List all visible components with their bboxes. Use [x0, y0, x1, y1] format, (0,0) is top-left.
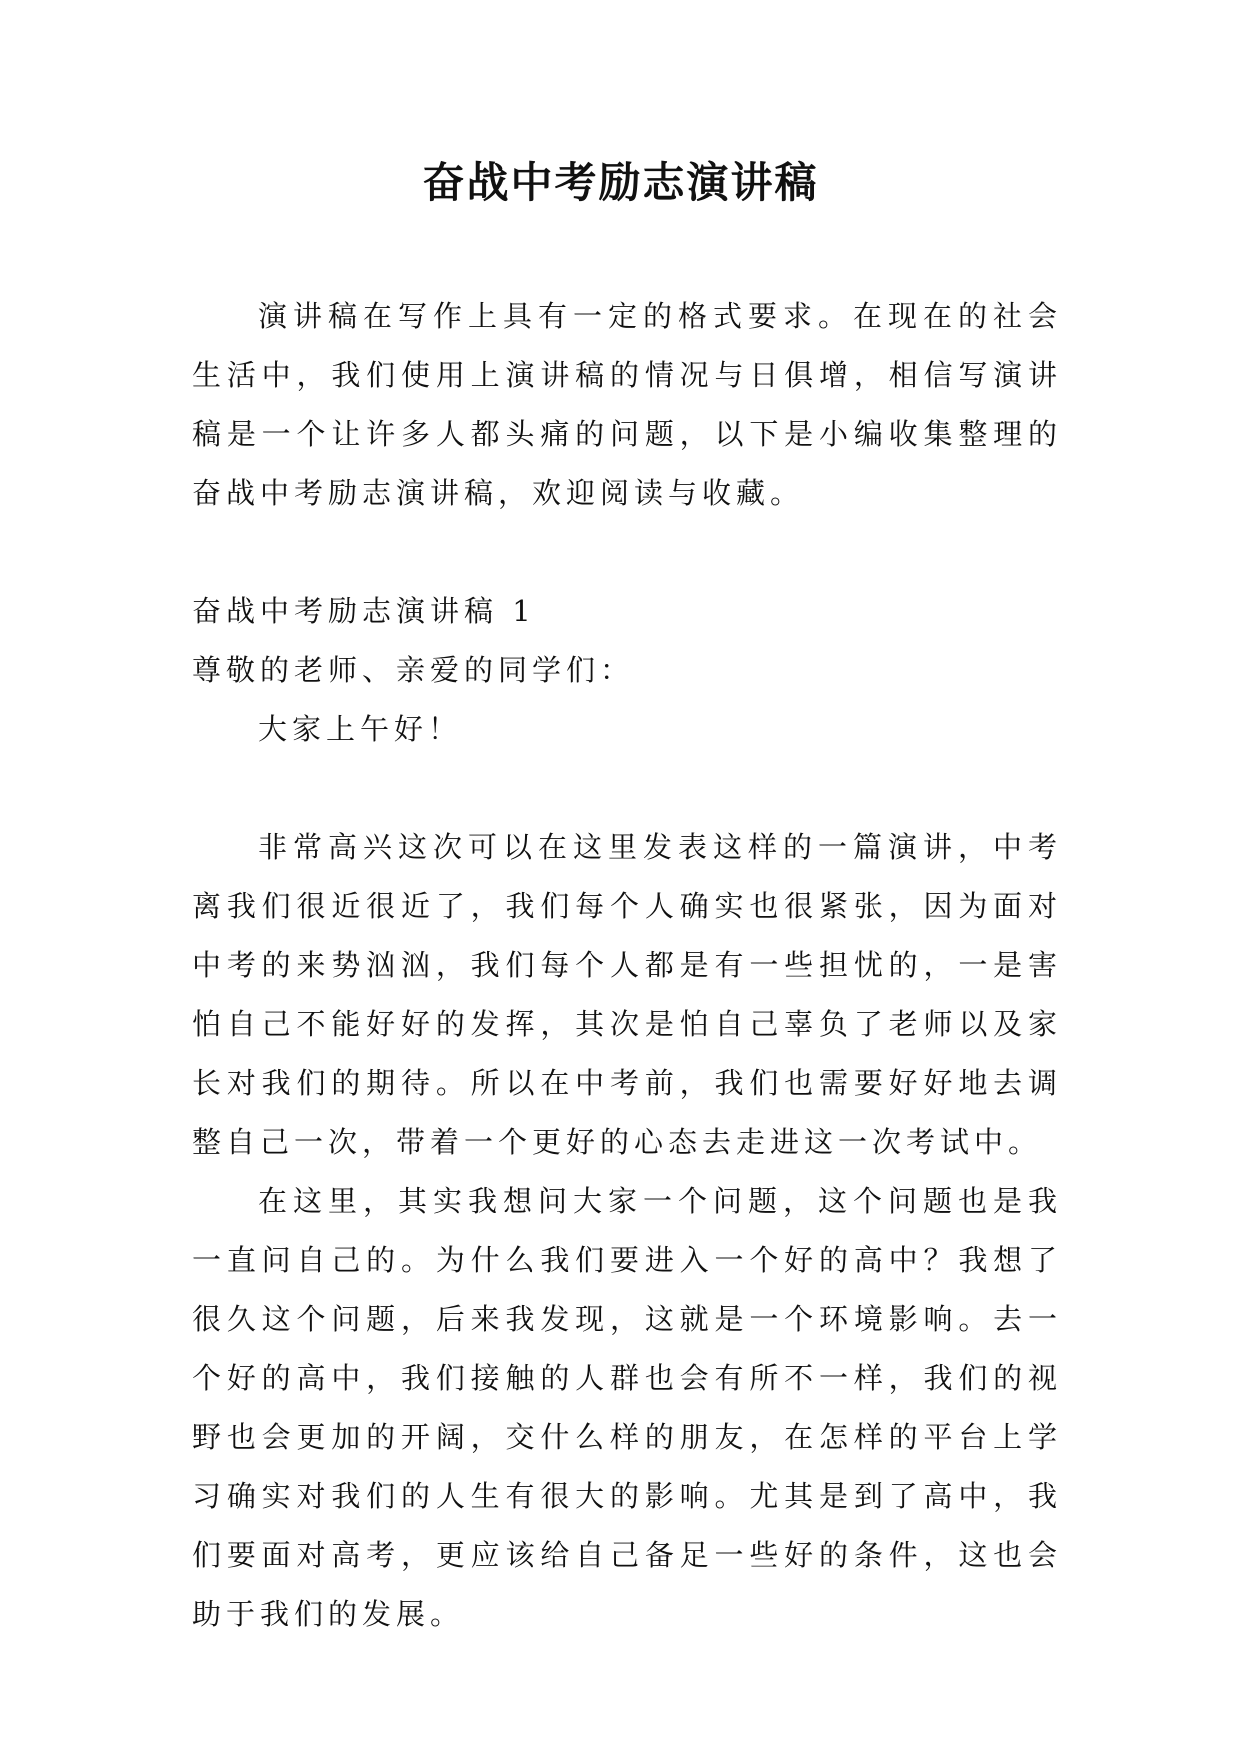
body-paragraph: 非常高兴这次可以在这里发表这样的一篇演讲，中考离我们很近很近了，我们每个人确实也很紧张，因为面对中考的来势汹汹，我们每个人都是有一些担忧的，一是害怕自己不能好好的发挥，其次是怕自己辜负了老师以及家长对我们的期待。所以在中考前，我们也需要好好地去调整自己一次，带着一个更好的心态去走进这一次考试中。: [192, 830, 1062, 1159]
intro-paragraph: 演讲稿在写作上具有一定的格式要求。在现在的社会生活中，我们使用上演讲稿的情况与日俱增，相信写演讲稿是一个让许多人都头痛的问题，以下是小编收集整理的奋战中考励志演讲稿，欢迎阅读与收藏。: [192, 299, 1062, 510]
spacer: [192, 523, 1062, 582]
greeting: 大家上午好！: [258, 712, 463, 746]
document-title: 奋战中考励志演讲稿: [422, 158, 819, 207]
section-heading: 奋战中考励志演讲稿 1: [192, 594, 536, 628]
document-body: [192, 287, 1062, 1644]
body-paragraph: 在这里，其实我想问大家一个问题，这个问题也是我一直问自己的。为什么我们要进入一个好的高中？我想了很久这个问题，后来我发现，这就是一个环境影响。去一个好的高中，我们接触的人群也会有所不一样，我们的视野也会更加的开阔，交什么样的朋友，在怎样的平台上学习确实对我们的人生有很大的影响。尤其是到了高中，我们要面对高考，更应该给自己备足一些好的条件，这也会助于我们的发展。: [192, 1184, 1062, 1631]
spacer: [192, 759, 1062, 818]
salutation: 尊敬的老师、亲爱的同学们：: [192, 653, 635, 687]
